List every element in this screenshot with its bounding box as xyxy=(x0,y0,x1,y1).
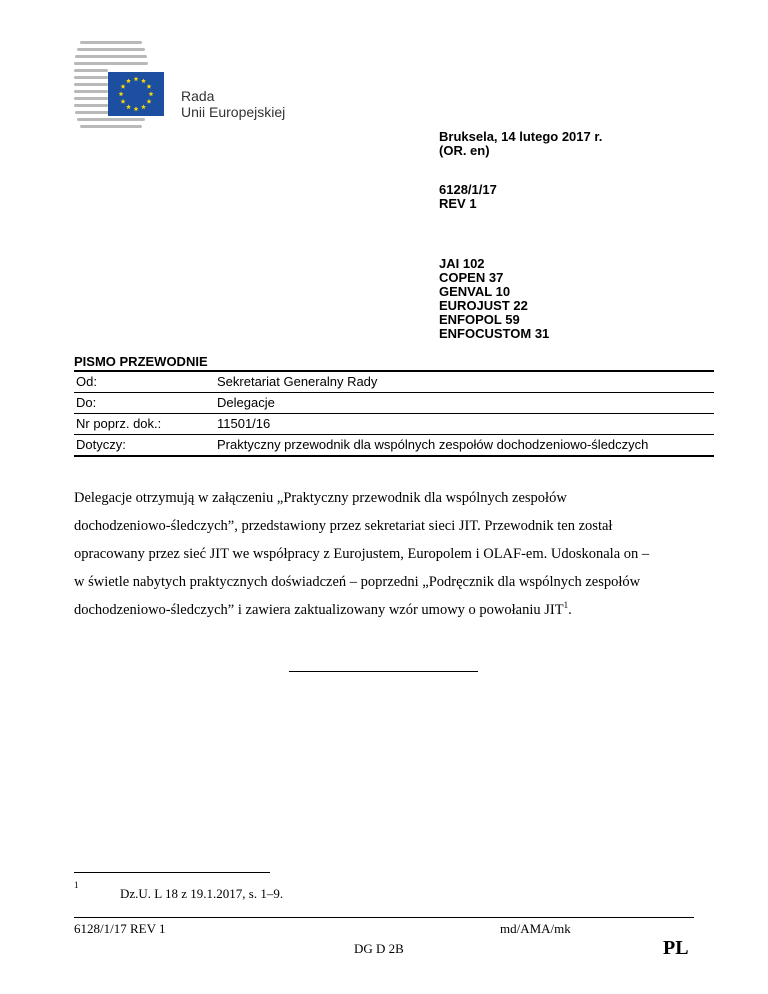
cover-note-table xyxy=(74,370,714,457)
institution-name-line1: Rada xyxy=(181,88,215,104)
body-line: dochodzeniowo-śledczych” i zawiera zaktualizowany wzór umowy o powołaniu JIT xyxy=(74,602,564,618)
institution-name-line2: Unii Europejskiej xyxy=(181,104,286,120)
row-label: Nr poprz. dok.: xyxy=(76,416,162,431)
body-line-end: . xyxy=(568,602,572,618)
body-paragraph xyxy=(74,484,710,624)
code-item: GENVAL 10 xyxy=(439,284,511,299)
row-label: Od: xyxy=(76,374,97,389)
footer-language: PL xyxy=(663,937,689,959)
classification-codes xyxy=(439,257,549,341)
code-item: ENFOCUSTOM 31 xyxy=(439,326,550,341)
footer-initials: md/AMA/mk xyxy=(500,921,571,936)
doc-number: 6128/1/17 xyxy=(439,182,497,197)
row-value: Praktyczny przewodnik dla wspólnych zespołów dochodzeniowo-śledczych xyxy=(217,437,649,452)
table-row xyxy=(74,435,714,457)
footer-dg: DG D 2B xyxy=(354,941,404,956)
row-value: Delegacje xyxy=(217,395,275,410)
original-language: (OR. en) xyxy=(439,143,490,158)
code-item: JAI 102 xyxy=(439,256,485,271)
table-row xyxy=(74,414,714,435)
row-value: Sekretariat Generalny Rady xyxy=(217,374,378,389)
footnote-number: 1 xyxy=(74,880,79,890)
body-line-last xyxy=(74,596,710,624)
institution-name xyxy=(181,88,285,120)
doc-revision: REV 1 xyxy=(439,196,477,211)
row-label: Dotyczy: xyxy=(76,437,126,452)
body-line: opracowany przez sieć JIT we współpracy z Eurojustem, Europolem i OLAF-em. Udoskonala on – xyxy=(74,546,650,562)
body-line: w świetle nabytych praktycznych doświadczeń – poprzedni „Podręcznik dla wspólnych zespołów xyxy=(74,574,641,590)
footer-doc-ref: 6128/1/17 REV 1 xyxy=(74,921,166,936)
footer-rule xyxy=(74,917,694,918)
footnote-reference[interactable]: 1 xyxy=(563,600,569,610)
footnote-rule xyxy=(74,872,270,873)
row-label: Do: xyxy=(76,395,97,410)
code-item: COPEN 37 xyxy=(439,270,504,285)
footnote-text: Dz.U. L 18 z 19.1.2017, s. 1–9. xyxy=(120,886,284,901)
doc-number-block xyxy=(439,183,497,211)
table-row xyxy=(74,393,714,414)
end-separator xyxy=(289,671,478,672)
cover-note-title: PISMO PRZEWODNIE xyxy=(74,354,208,369)
date-block xyxy=(439,130,602,158)
row-value: 11501/16 xyxy=(217,416,271,431)
body-line: dochodzeniowo-śledczych”, przedstawiony przez sekretariat sieci JIT. Przewodnik ten został xyxy=(74,518,613,534)
date-line: Bruksela, 14 lutego 2017 r. xyxy=(439,129,603,144)
table-row xyxy=(74,372,714,393)
code-item: ENFOPOL 59 xyxy=(439,312,520,327)
code-item: EUROJUST 22 xyxy=(439,298,528,313)
body-line: Delegacje otrzymują w załączeniu „Praktyczny przewodnik dla wspólnych zespołów xyxy=(74,490,567,506)
